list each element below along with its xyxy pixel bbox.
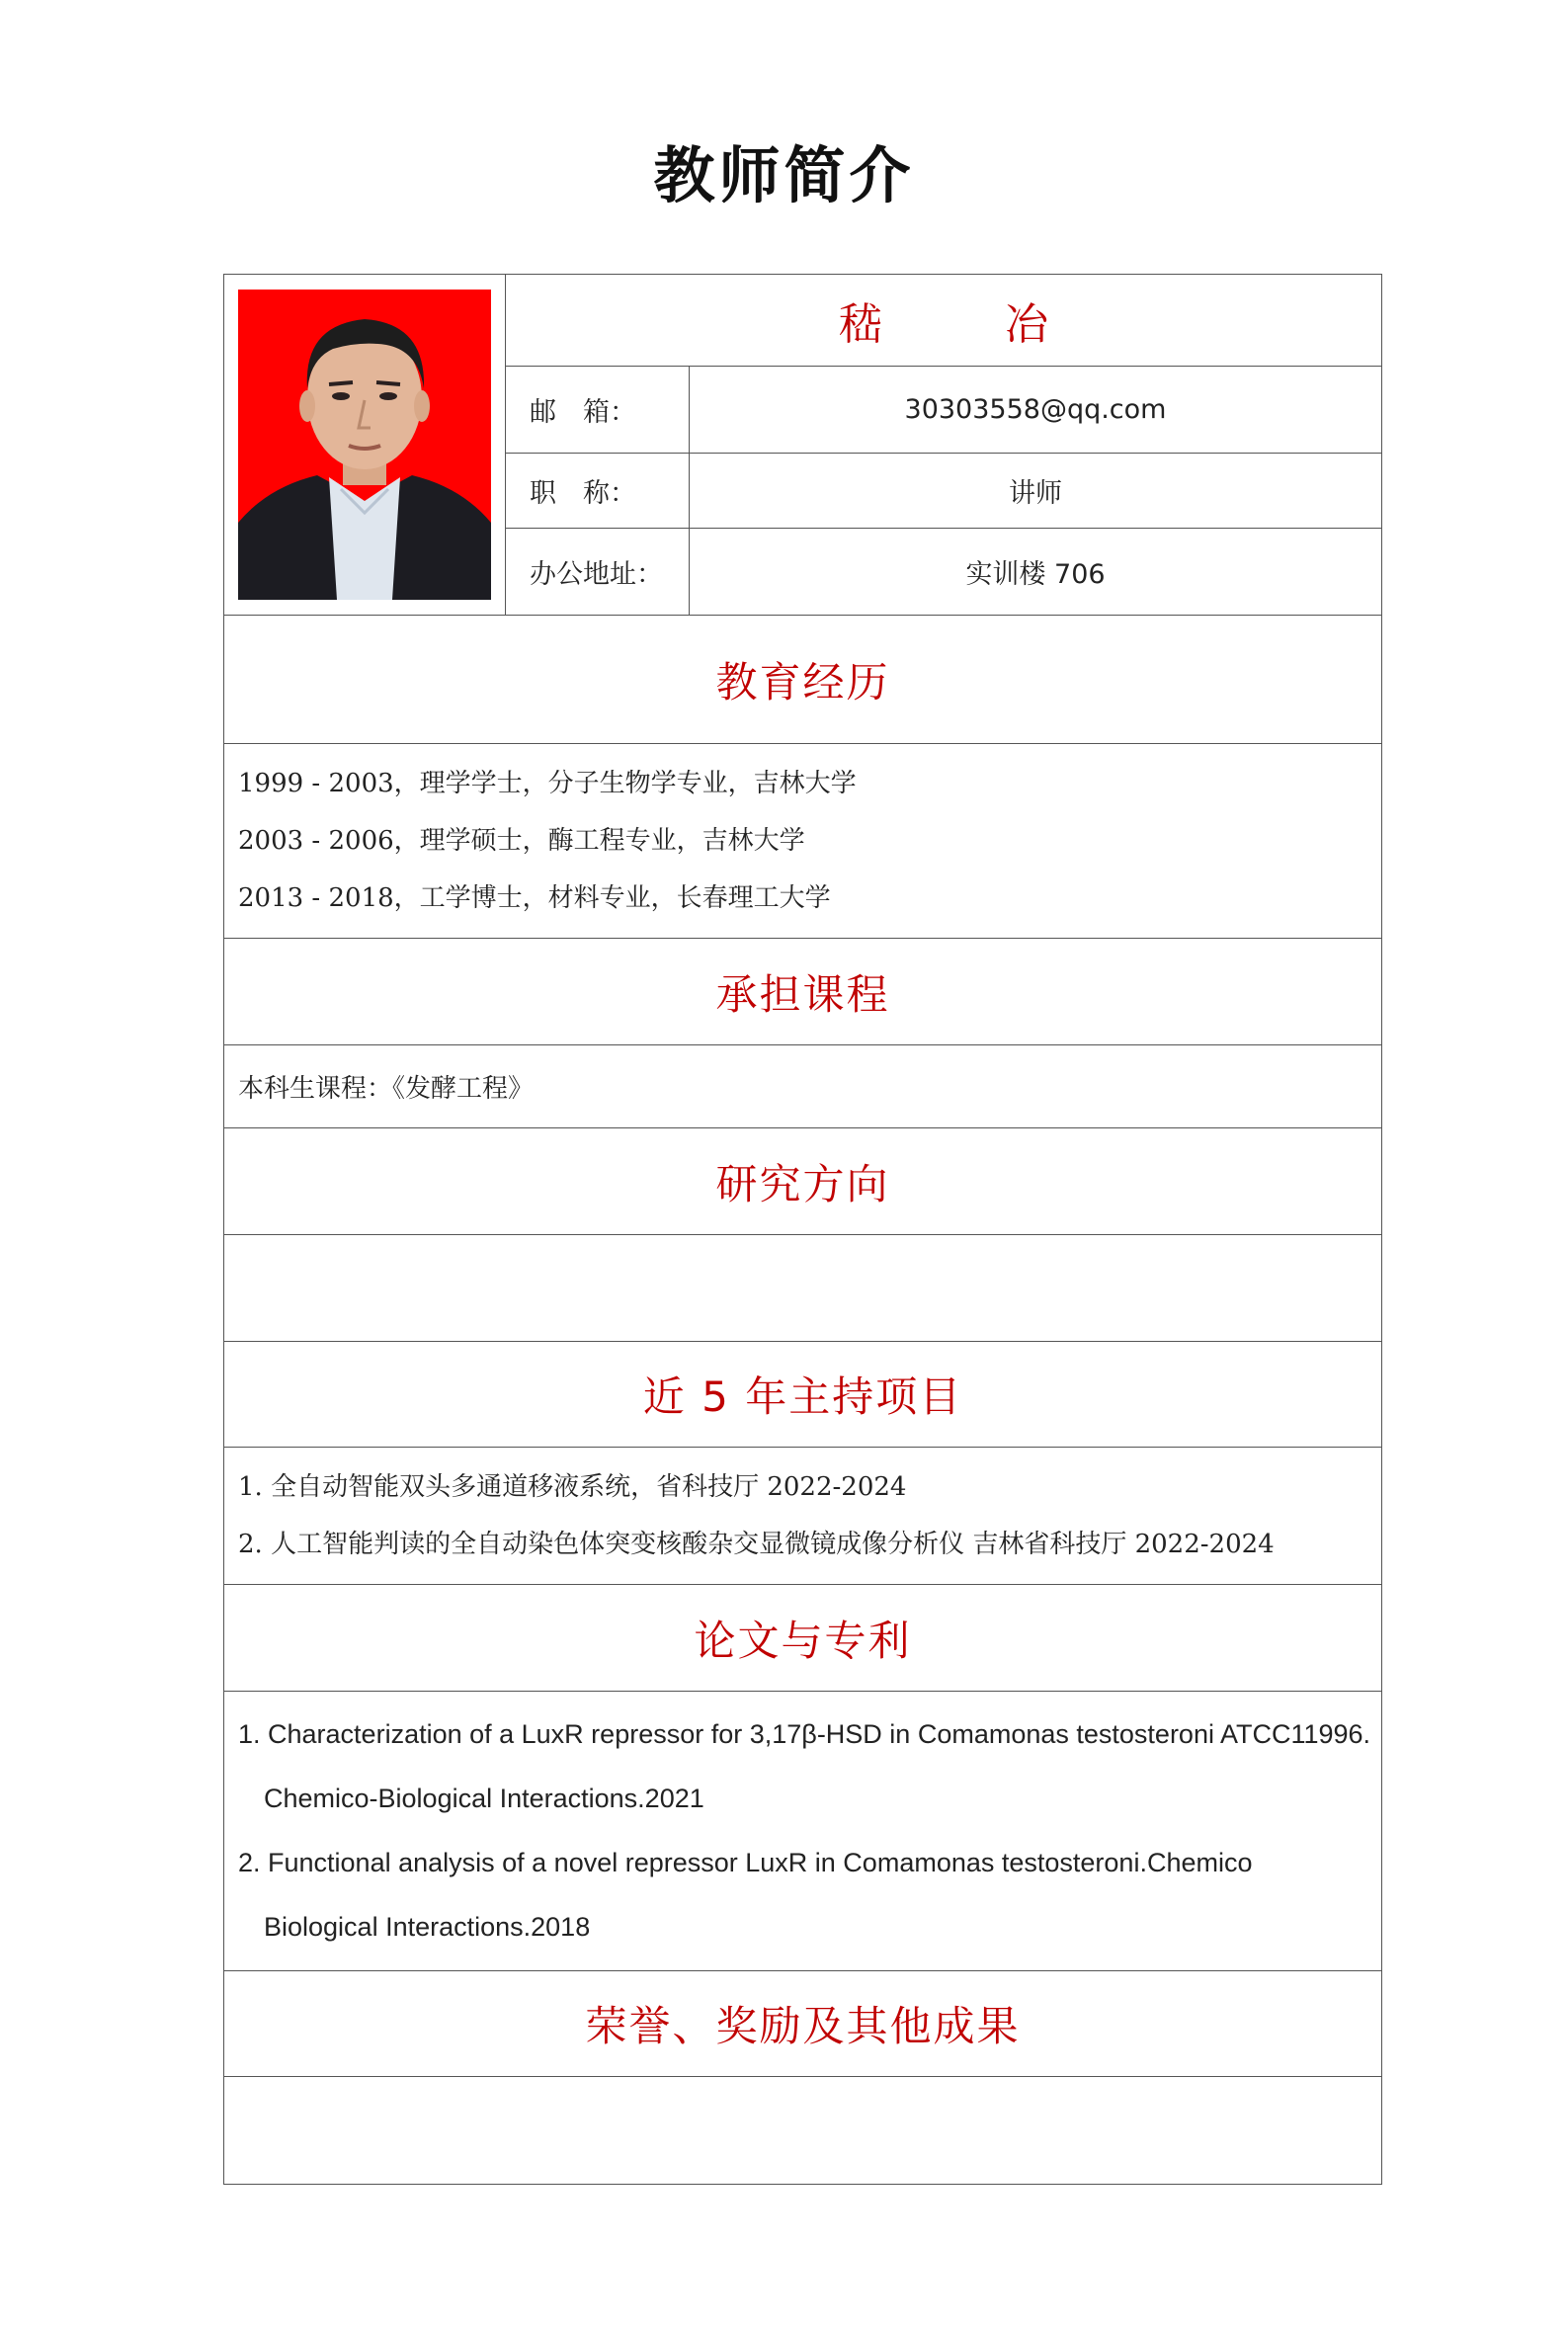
page-title: 教师简介 — [653, 139, 915, 211]
title-value: 讲师 — [690, 454, 1382, 529]
office-value: 实训楼 706 — [690, 529, 1382, 616]
courses-heading: 承担课程 — [224, 939, 1382, 1045]
education-item: 2003 - 2006，理学硕士，酶工程专业，吉林大学 — [238, 826, 805, 856]
education-item: 1999 - 2003，理学学士，分子生物学专业，吉林大学 — [238, 769, 857, 798]
paper-item: 2. Functional analysis of a novel repressor LuxR in Comamonas testosteroni.Chemico — [238, 1848, 1253, 1877]
email-value: 30303558@qq.com — [690, 367, 1382, 454]
paper-item-continuation: Chemico-Biological Interactions.2021 — [264, 1784, 704, 1813]
photo-cell — [224, 275, 506, 616]
research-heading: 研究方向 — [224, 1128, 1382, 1235]
project-item: 2. 人工智能判读的全自动染色体突变核酸杂交显微镜成像分析仪 吉林省科技厅 2022-2024 — [238, 1530, 1275, 1559]
research-content — [224, 1235, 1382, 1342]
office-label: 办公地址： — [530, 559, 663, 590]
courses-content — [224, 1045, 1382, 1128]
profile-table — [223, 274, 1381, 2185]
education-item: 2013 - 2018，工学博士，材料专业，长春理工大学 — [238, 883, 831, 913]
projects-content — [224, 1448, 1382, 1585]
office-label-cell — [506, 529, 690, 616]
education-content — [224, 744, 1382, 939]
honors-heading: 荣誉、奖励及其他成果 — [224, 1971, 1382, 2077]
paper-item-continuation: Biological Interactions.2018 — [264, 1912, 591, 1942]
teacher-name: 嵇 冶 — [506, 275, 1382, 367]
education-heading: 教育经历 — [224, 616, 1382, 744]
course-item: 本科生课程：《发酵工程》 — [238, 1074, 535, 1104]
paper-item: 1. Characterization of a LuxR repressor for 3,17β-HSD in Comamonas testosteroni ATCC11996. — [238, 1719, 1371, 1749]
email-label: 邮 箱： — [530, 397, 636, 428]
portrait-photo — [238, 290, 491, 600]
email-label-cell — [506, 367, 690, 454]
title-label-cell — [506, 454, 690, 529]
project-item: 1. 全自动智能双头多通道移液系统，省科技厅 2022-2024 — [238, 1472, 907, 1502]
projects-heading: 近 5 年主持项目 — [224, 1342, 1382, 1448]
title-label: 职 称： — [530, 478, 636, 509]
papers-heading: 论文与专利 — [224, 1585, 1382, 1692]
honors-content — [224, 2077, 1382, 2185]
papers-content — [224, 1692, 1382, 1971]
